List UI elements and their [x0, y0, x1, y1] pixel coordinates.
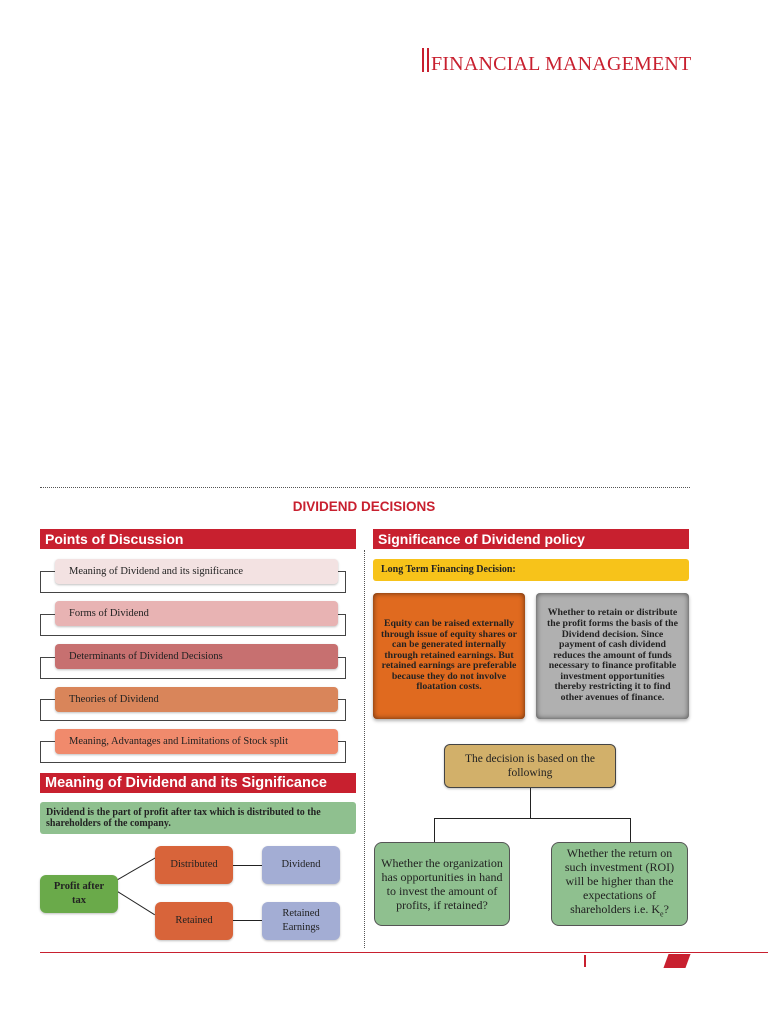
- long-term-financing-label: Long Term Financing Decision:: [373, 559, 689, 581]
- footer-tick: [584, 955, 586, 967]
- point-item-2[interactable]: Forms of Dividend: [55, 601, 338, 626]
- column-separator: [364, 550, 365, 948]
- section-title: DIVIDEND DECISIONS: [292, 499, 436, 514]
- connector-right-down: [630, 818, 631, 842]
- retained-node: Retained: [155, 902, 233, 940]
- distributed-node: Distributed: [155, 846, 233, 884]
- dividend-definition: Dividend is the part of profit after tax which is distributed to the shareholders of the company.: [40, 802, 356, 834]
- roi-question-subscript: e: [660, 909, 664, 919]
- decision-basis-node: The decision is based on the following: [444, 744, 616, 788]
- header-title: FINANCIAL MANAGEMENT: [431, 53, 692, 75]
- roi-question-end: ?: [663, 902, 669, 917]
- connector-decision-down: [530, 788, 531, 818]
- connector-profit-distributed: [116, 857, 156, 881]
- footer-line: [40, 952, 768, 953]
- header-bar-1: [422, 48, 424, 72]
- profit-after-tax-node: Profit after tax: [40, 875, 118, 913]
- connector-distributed-dividend: [232, 865, 263, 866]
- connector-retained-earnings: [232, 920, 263, 921]
- connector-profit-retained: [115, 890, 155, 915]
- header-bar-2: [427, 48, 429, 72]
- point-item-4[interactable]: Theories of Dividend: [55, 687, 338, 712]
- point-item-3[interactable]: Determinants of Dividend Decisions: [55, 644, 338, 669]
- dotted-divider: [40, 487, 690, 488]
- roi-question-text: [558, 846, 681, 921]
- dividend-node: Dividend: [262, 846, 340, 884]
- point-item-5[interactable]: Meaning, Advantages and Limitations of Stock split: [55, 729, 338, 754]
- roi-expectations-box: [551, 842, 688, 926]
- roi-question-main: Whether the return on such investment (ROI) will be higher than the expectations of shareholders i.e. K: [564, 846, 675, 917]
- organization-opportunities-box: Whether the organization has opportunities in hand to invest the amount of profits, if retained?: [374, 842, 510, 926]
- point-item-1[interactable]: Meaning of Dividend and its significance: [55, 559, 338, 584]
- points-heading: Points of Discussion: [40, 529, 356, 549]
- footer-tab: [663, 954, 690, 968]
- connector-decision-horizontal: [434, 818, 631, 819]
- retain-distribute-box: Whether to retain or distribute the profit forms the basis of the Dividend decision. Since payment of cash dividend reduces the amount of funds necessary to finance profitable investment opportunities thereby restricting it to find other avenues of finance.: [536, 593, 689, 719]
- significance-heading: Significance of Dividend policy: [373, 529, 689, 549]
- equity-raising-box: Equity can be raised externally through issue of equity shares or can be generated internally through retained earnings. But retained earnings are preferable because they do not involve floatation costs.: [373, 593, 525, 719]
- meaning-heading: Meaning of Dividend and its Significance: [40, 773, 356, 793]
- connector-left-down: [434, 818, 435, 842]
- retained-earnings-node: Retained Earnings: [262, 902, 340, 940]
